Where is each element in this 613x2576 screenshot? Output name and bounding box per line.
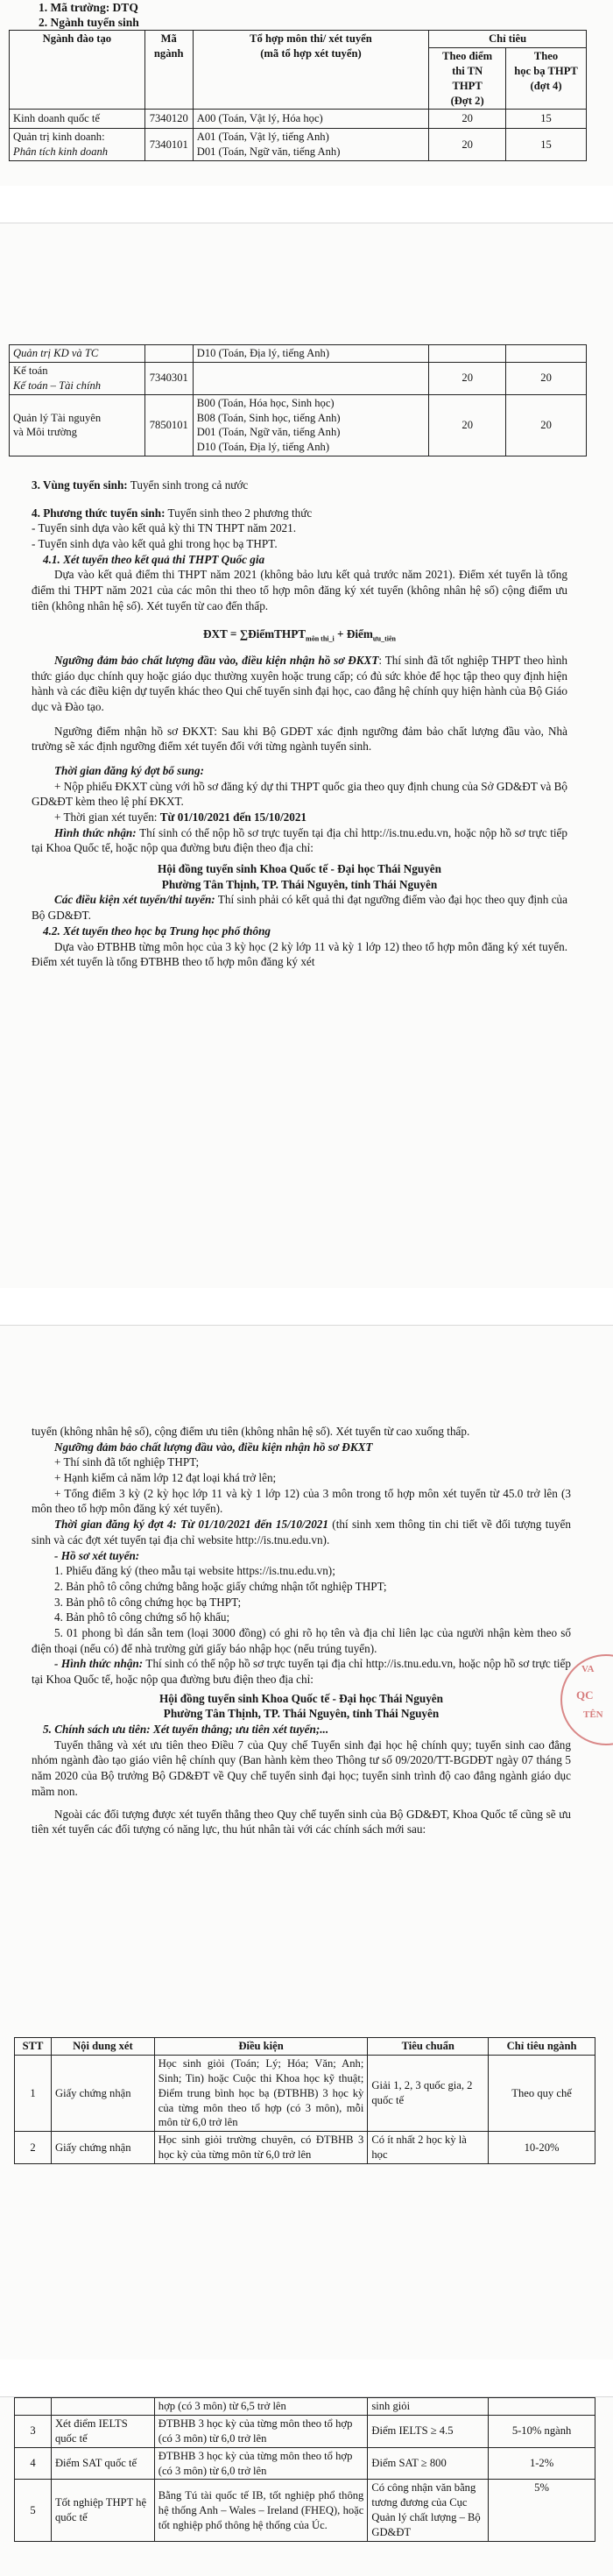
col-header-transcript: Theo học bạ THPT (đợt 4) <box>506 47 587 110</box>
transcript-admission-text: tuyển (không nhân hệ số), cộng điểm ưu tiên (không nhân hệ số). Xét tuyển từ cao xuống thấp. Ngưỡng đảm bảo chất lượng đầu vào, điều kiện nhận hồ sơ ĐKXT + Thí sinh đã tốt nghiệp THPT; + Hạnh kiểm cả năm lớp 12 đạt loại khá trở lên; + Tổng điểm 3 kỳ (2 kỳ học lớp 11 và kỳ 1 lớp 12) của 3 môn trong tổ hợp môn xét tuyển từ 45.0 trở lên (3 môn theo tổ hợp môn đăng ký xét tuyển). Thời gian đăng ký đợt 4: Từ 01/10/2021 đến 15/10/2021 (thí sinh xem thông tin chi tiết về đối tượng tuyển sinh và các đợt xét tuyển tại địa chỉ website http://is.tnu.edu.vn). - Hồ sơ xét tuyển: 1. Phiếu đăng ký (theo mẫu tại website https://is.tnu.edu.vn); 2. Bản phô tô công chứng bằng hoặc giấy chứng nhận tốt nghiệp THPT; 3. Bản phô tô công chứng học bạ THPT; 4. Bản phô tô công chứng sổ hộ khẩu; 5. 01 phong bì dán sẵn tem (loại 3000 đồng) có ghi rõ họ tên và địa chỉ liên lạc của người nhận kèm theo số điện thoại (nếu có) để nhà trường gửi giấy báo nhập học (nếu trúng tuyển). - Hình thức nhận: Thí sinh có thể nộp hồ sơ trực tuyến tại địa chỉ http://is.tnu.edu.vn, hoặc nộp hồ sơ trực tiếp tại Khoa Quốc tế, hoặc nộp qua đường bưu điện theo địa chỉ: Hội đồng tuyển sinh Khoa Quốc tế - Đại học Thái Nguyên Phường Tân Thịnh, TP. Thái Nguyên, tỉnh Thái Nguyên 5. Chính sách ưu tiên: Xét tuyển thẳng; ưu tiên xét tuyển;... Tuyển thẳng và xét ưu tiên theo Điều 7 của Quy chế Tuyển sinh đại học hệ chính quy; tuyển sinh cao đẳng nhóm ngành đào tạo giáo viên hệ chính quy (Ban hành kèm theo Thông tư số 09/2020/TT-BGDĐT ngày 07 tháng 5 năm 2020 của Bộ trưởng Bộ GD&ĐT về Quy chế tuyển sinh đại học; tuyển sinh trình độ cao đẳng ngành giáo dục mầm non. Ngoài các đối tượng được xét tuyển thẳng theo Quy chế tuyển sinh của Bộ GD&ĐT, Khoa Quốc tế cũng sẽ ưu tiên xét tuyển các đối tượng có năng lực, thu hút nhân tài với các chính sách mới sau: <box>32 1425 571 1836</box>
table-row: Kế toán Kế toán – Tài chính 7340301 20 20 <box>10 362 587 394</box>
table-row: Quản trị KD và TC D10 (Toán, Địa lý, tiếng Anh) <box>10 345 587 363</box>
col-header-code: Mã ngành <box>144 31 193 110</box>
page-4 <box>0 2397 613 2576</box>
priority-table: STT Nội dung xét Điều kiện Tiêu chuẩn Chỉ tiêu ngành 1 Giấy chứng nhận Học sinh giỏi (Toán; Lý; Hóa; Văn; Anh; Sinh; Tin) hoặc Cuộc thi Khoa học kỹ thuật; Điểm trung bình học bạ (ĐTBHB) 3 học kỳ của từng môn theo tổ hợp (có 3 môn), mỗi môn từ 6,0 trở lên Giải 1, 2, 3 quốc gia, 2 quốc tế Theo quy chế 2 Giấy chứng nhận Học sinh giỏi trường chuyên, có ĐTBHB 3 học kỳ của từng môn từ 6,0 trở lên Có ít nhất 2 học kỳ là học 10-20% <box>14 2037 595 2164</box>
section-5-title: 5. Chính sách ưu tiên: Xét tuyển thẳng; ưu tiên xét tuyển;... <box>43 1723 329 1737</box>
table-row: Quản trị kinh doanh: Phân tích kinh doanh 7340101 A01 (Toán, Vật lý, tiếng Anh) D01 (Toán, Ngữ văn, tiếng Anh) 20 15 <box>10 129 587 161</box>
region-line: 3. Vùng tuyển sinh: Tuyển sinh trong cả nước <box>32 478 249 492</box>
table-row: hợp (có 3 môn) từ 6,5 trở lên sinh giỏi <box>15 2398 595 2416</box>
col-header-major: Ngành đào tạo <box>10 31 145 110</box>
page-separator <box>0 186 613 223</box>
table-row: Kinh doanh quốc tế 7340120 A00 (Toán, Vật lý, Hóa học) 20 15 <box>10 110 587 129</box>
page-3 <box>0 1326 613 2360</box>
table-row: 1 Giấy chứng nhận Học sinh giỏi (Toán; Lý; Hóa; Văn; Anh; Sinh; Tin) hoặc Cuộc thi Khoa học kỹ thuật; Điểm trung bình học bạ (ĐTBHB) 3 học kỳ của từng môn theo tổ hợp (có 3 môn), mỗi môn từ 6,0 trở lên Giải 1, 2, 3 quốc gia, 2 quốc tế Theo quy chế <box>15 2055 595 2131</box>
table-row: 4 Điểm SAT quốc tế ĐTBHB 3 học kỳ của từng môn theo tổ hợp (có 3 môn) từ 6,0 trở lên Điểm SAT ≥ 800 1-2% <box>15 2447 595 2480</box>
col-header-exam-score: Theo điểm thi TN THPT (Đợt 2) <box>429 47 506 110</box>
table-row: 2 Giấy chứng nhận Học sinh giỏi trường chuyên, có ĐTBHB 3 học kỳ của từng môn từ 6,0 trở lên Có ít nhất 2 học kỳ là học 10-20% <box>15 2132 595 2164</box>
address-line: Hội đồng tuyển sinh Khoa Quốc tế - Đại học Thái Nguyên <box>157 862 441 876</box>
page-separator <box>0 1288 613 1326</box>
majors-table-1 <box>9 30 587 161</box>
table-row: 5 Tốt nghiệp THPT hệ quốc tế Bằng Tú tài quốc tế IB, tốt nghiệp phổ thông hệ thống Anh – Wales – Ireland (FHEQ), hoặc tốt nghiệp phổ thông hệ thống của Úc. Có công nhận văn bằng tương đương của Cục Quản lý chất lượng – Bộ GD&ĐT 5% <box>15 2480 595 2542</box>
table-row: 3 Xét điểm IELTS quốc tế ĐTBHB 3 học kỳ của từng môn theo tổ hợp (có 3 môn) từ 6,0 trở lên Điểm IELTS ≥ 4.5 5-10% ngành <box>15 2415 595 2447</box>
col-header-quota: Chỉ tiêu <box>429 31 587 48</box>
address-line: Phường Tân Thịnh, TP. Thái Nguyên, tỉnh Thái Nguyên <box>161 877 438 891</box>
page-2 <box>0 223 613 1288</box>
major-heading: 2. Ngành tuyển sinh <box>39 16 139 29</box>
priority-table-continued <box>14 2397 595 2542</box>
method-line: 4. Phương thức tuyển sinh: Tuyển sinh theo 2 phương thức <box>32 506 313 520</box>
section-4-2-title: 4.2. Xét tuyển theo học bạ Trung học phổ thông <box>43 924 271 938</box>
page-1 <box>0 0 613 186</box>
admission-text: 3. Vùng tuyển sinh: Tuyển sinh trong cả nước 4. Phương thức tuyển sinh: Tuyển sinh theo 2 phương thức - Tuyển sinh dựa vào kết quả kỳ thi TN THPT năm 2021. - Tuyển sinh dựa vào kết quả ghi trong học bạ THPT. 4.1. Xét tuyển theo kết quả thi THPT Quốc gia Dựa vào kết quả điểm thi THPT năm 2021 (không bảo lưu kết quả trước năm 2021). Điểm xét tuyển là tổng điểm thi THPT năm 2021 của các môn thi theo tổ hợp môn đăng ký xét tuyển (không nhân hệ số) cộng điểm ưu tiên (không nhân hệ số). Xét tuyển từ cao đến thấp. ĐXT = ∑ĐiểmTHPT$_{môn thi\_i}$ + Điểm$_{ưu\_tiên}$ Ngưỡng đảm bảo chất lượng đầu vào, điều kiện nhận hồ sơ ĐKXT: Thí sinh đã tốt nghiệp THPT theo hình thức giáo dục chính quy hoặc giáo dục thường xuyên hoặc trung cấp; có đủ sức khỏe để học tập theo quy định hiện hành và các điều kiện dự tuyển khác theo Qui chế tuyển sinh đại học, cao đẳng hệ chính quy hiện hành của Bộ Giáo dục và Đào tạo. Ngưỡng điểm nhận hồ sơ ĐKXT: Sau khi Bộ GDĐT xác định ngưỡng đảm bảo chất lượng đầu vào, Nhà trường sẽ xác định ngưỡng điểm xét tuyển đối với từng ngành tuyển sinh. Thời gian đăng ký đợt bổ sung: + Nộp phiếu ĐKXT cùng với hồ sơ đăng ký dự thi THPT quốc gia theo quy định chung của Sở GD&ĐT và Bộ GD&ĐT kèm theo lệ phí ĐKXT. + Thời gian xét tuyển: Từ 01/10/2021 đến 15/10/2021 Hình thức nhận: Thí sinh có thể nộp hồ sơ trực tuyến tại địa chỉ http://is.tnu.edu.vn, hoặc nộp hồ sơ trực tiếp tại Khoa Quốc tế, hoặc nộp qua đường bưu điện theo địa chỉ: Hội đồng tuyển sinh Khoa Quốc tế - Đại học Thái Nguyên Phường Tân Thịnh, TP. Thái Nguyên, tỉnh Thái Nguyên Các điều kiện xét tuyển/thi tuyển: Thí sinh phải có kết quả thi đạt ngưỡng điểm vào đại học theo quy định của Bộ GD&ĐT. 4.2. Xét tuyển theo học bạ Trung học phổ thông Dựa vào ĐTBHB từng môn học của 3 kỳ học (2 kỳ lớp 11 và kỳ 1 lớp 12) theo tổ hợp môn đăng ký xét tuyển. Điểm xét tuyển là tổng ĐTBHB theo tổ hợp môn đăng ký xét <box>32 478 567 969</box>
school-code: 1. Mã trường: DTQ <box>39 1 138 14</box>
address-line: Phường Tân Thịnh, TP. Thái Nguyên, tỉnh Thái Nguyên <box>163 1707 440 1721</box>
majors-table-2 <box>9 344 587 456</box>
address-line: Hội đồng tuyển sinh Khoa Quốc tế - Đại học Thái Nguyên <box>159 1691 443 1705</box>
section-4-1-title: 4.1. Xét tuyển theo kết quả thi THPT Quốc gia <box>43 552 265 566</box>
col-header-combination: Tổ hợp môn thi/ xét tuyển (mã tổ hợp xét tuyển) <box>193 31 428 110</box>
stamp-seal: VA QC TÊN <box>560 1654 613 1745</box>
table-row: Quản lý Tài nguyên và Môi trường 7850101 B00 (Toán, Hóa học, Sinh học) B08 (Toán, Sinh học, tiếng Anh) D01 (Toán, Ngữ văn, tiếng Anh) D10 (Toán, Địa lý, tiếng Anh) 20 20 <box>10 394 587 456</box>
formula: ĐXT = ∑ĐiểmTHPT$_{môn thi\_i}$ + Điểm$_{ưu\_tiên}$ <box>203 626 396 643</box>
page-separator <box>0 2360 613 2397</box>
